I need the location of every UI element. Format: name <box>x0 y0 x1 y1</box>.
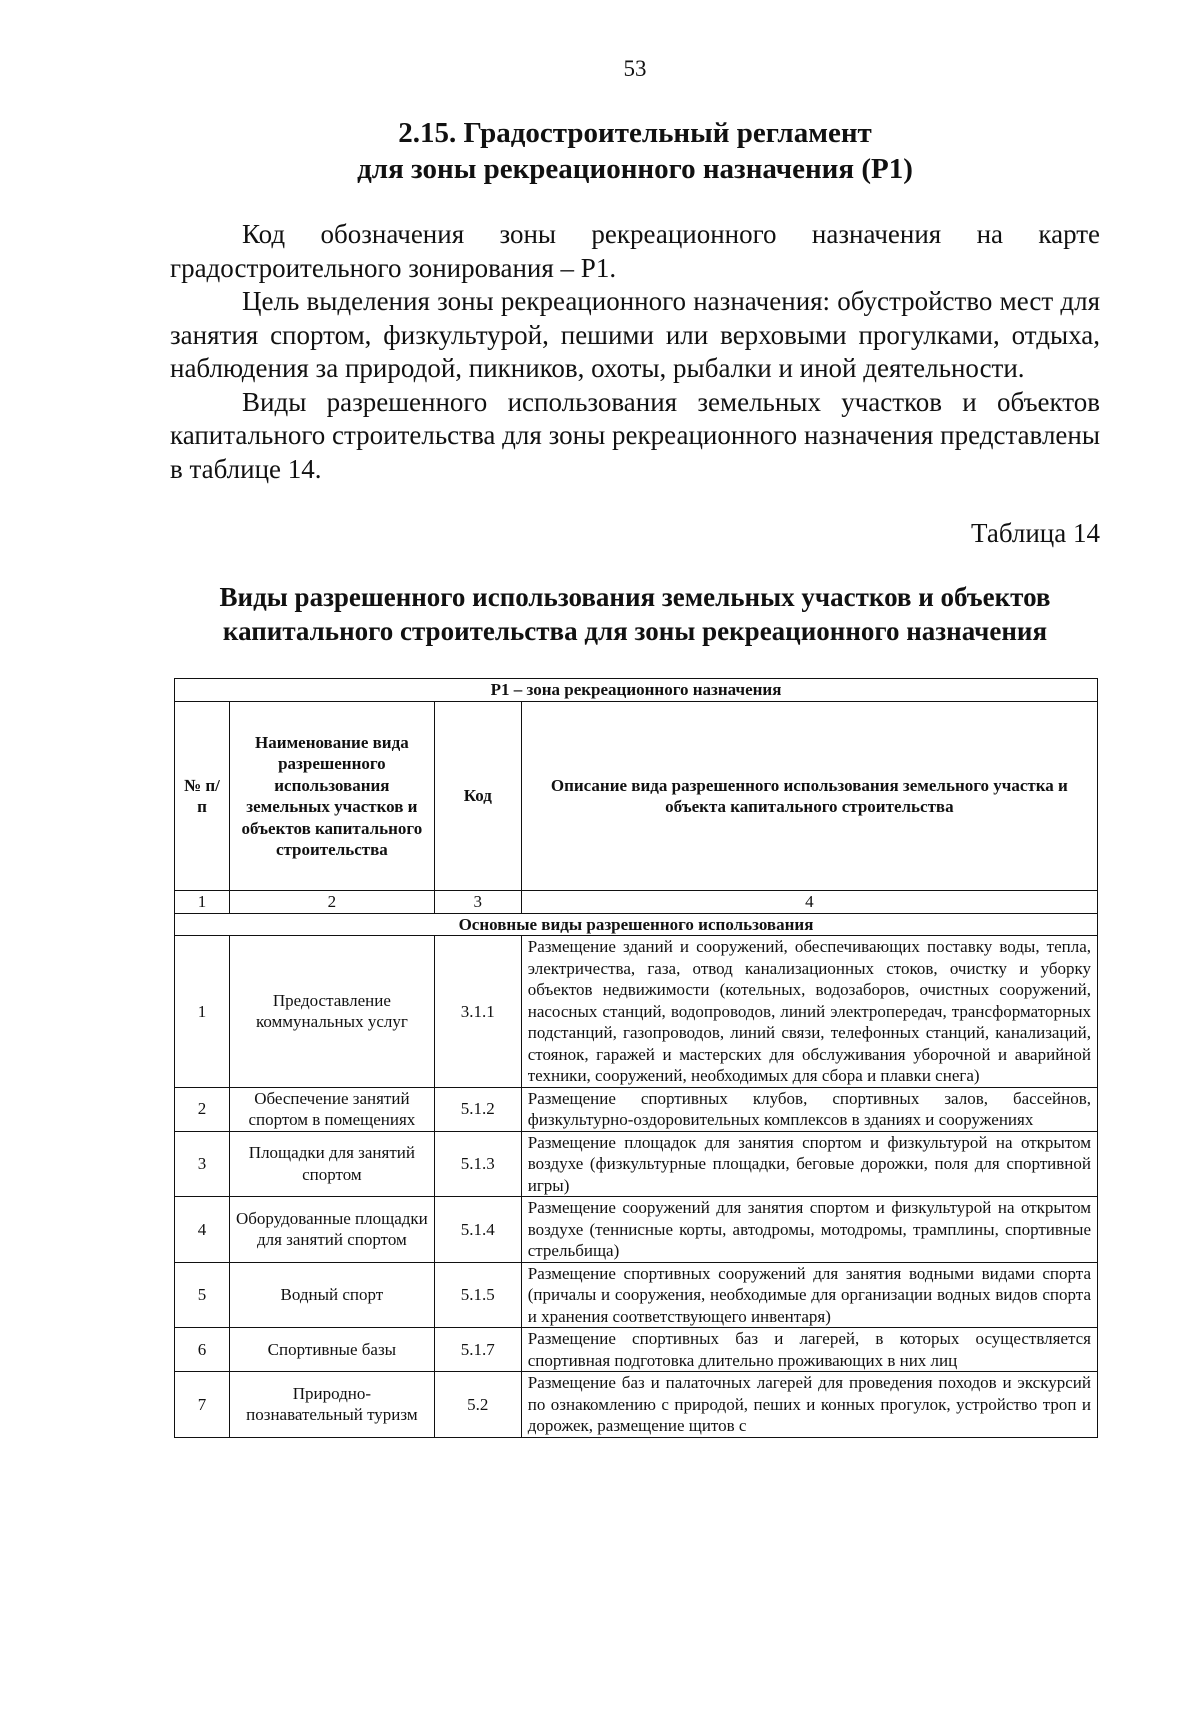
paragraph-zone-code: Код обозначения зоны рекреационного назначения на карте градостроительного зонирования – Р1. <box>170 219 1100 283</box>
row-description: Размещение спортивных клубов, спортивных залов, бассейнов, физкультурно-оздоровительных комплексов в зданиях и сооружениях <box>521 1087 1097 1131</box>
row-num: 6 <box>175 1328 230 1372</box>
row-num: 2 <box>175 1087 230 1131</box>
row-num: 5 <box>175 1262 230 1328</box>
column-header-row <box>175 702 1098 891</box>
row-code: 5.2 <box>434 1372 521 1438</box>
section-title-line-2: для зоны рекреационного назначения (Р1) <box>357 153 913 185</box>
paragraph-table-reference: Виды разрешенного использования земельных участков и объектов капитального строительства для зоны рекреационного назначения представлены в таблице 14. <box>170 386 1100 484</box>
row-description: Размещение спортивных сооружений для занятия водными видами спорта (причалы и сооружения, необходимые для организации водных видов спорта и хранения соответствующего инвентаря) <box>521 1262 1097 1328</box>
table-caption: Таблица 14 <box>971 518 1100 548</box>
table-row <box>175 1087 1098 1131</box>
column-number-row <box>175 891 1098 914</box>
row-name: Обеспечение занятий спортом в помещениях <box>229 1087 434 1131</box>
page-number: 53 <box>623 56 647 81</box>
body-text <box>170 218 1100 486</box>
zone-header: Р1 – зона рекреационного назначения <box>175 679 1098 702</box>
row-code: 5.1.7 <box>434 1328 521 1372</box>
row-description: Размещение баз и палаточных лагерей для проведения походов и экскурсий по ознакомлению с природой, пеших и конных прогулок, устройство троп и дорожек, размещение щитов с <box>521 1372 1097 1438</box>
zone-header-row <box>175 679 1098 702</box>
column-number: 2 <box>229 891 434 914</box>
header-num: № п/п <box>175 702 230 891</box>
row-name: Площадки для занятий спортом <box>229 1131 434 1197</box>
row-code: 3.1.1 <box>434 936 521 1088</box>
land-use-table <box>174 678 1098 1438</box>
row-description: Размещение спортивных баз и лагерей, в которых осуществляется спортивная подготовка длительно проживающих в них лиц <box>521 1328 1097 1372</box>
row-code: 5.1.5 <box>434 1262 521 1328</box>
row-description: Размещение площадок для занятия спортом и физкультурой на открытом воздухе (физкультурные площадки, беговые дорожки, поля для спортивной игры) <box>521 1131 1097 1197</box>
row-description: Размещение зданий и сооружений, обеспечивающих поставку воды, тепла, электричества, газа, отвод канализационных стоков, очистку и уборку объектов недвижимости (котельных, водозаборов, очистных сооружений, насосных станций, водопроводов, линий электропередач, трансформаторных подстанций, газопроводов, линий связи, телефонных станций, канализаций, стоянок, гаражей и мастерских для обслуживания уборочной и аварийной техники, сооружений, необходимых для сбора и плавки снега) <box>521 936 1097 1088</box>
row-name: Спортивные базы <box>229 1328 434 1372</box>
table-row <box>175 1372 1098 1438</box>
table-row <box>175 1262 1098 1328</box>
row-code: 5.1.2 <box>434 1087 521 1131</box>
table-row <box>175 936 1098 1088</box>
paragraph-zone-purpose: Цель выделения зоны рекреационного назначения: обустройство мест для занятия спортом, физкультурой, пешими или верховыми прогулками, отдыха, наблюдения за природой, пикников, охоты, рыбалки и иной деятельности. <box>170 286 1100 383</box>
row-code: 5.1.4 <box>434 1197 521 1263</box>
header-code: Код <box>434 702 521 891</box>
row-num: 1 <box>175 936 230 1088</box>
row-num: 7 <box>175 1372 230 1438</box>
row-name: Оборудованные площадки для занятий спортом <box>229 1197 434 1263</box>
table-title-line-2: капитального строительства для зоны рекреационного назначения <box>222 616 1048 646</box>
table-row <box>175 1197 1098 1263</box>
column-number: 4 <box>521 891 1097 914</box>
table-row <box>175 1131 1098 1197</box>
section-title-line-1: 2.15. Градостроительный регламент <box>398 117 872 149</box>
table-row <box>175 1328 1098 1372</box>
row-num: 4 <box>175 1197 230 1263</box>
row-num: 3 <box>175 1131 230 1197</box>
table-title-line-1: Виды разрешенного использования земельных участков и объектов <box>219 582 1051 612</box>
row-code: 5.1.3 <box>434 1131 521 1197</box>
group-header-row <box>175 913 1098 936</box>
column-number: 1 <box>175 891 230 914</box>
row-name: Предоставление коммунальных услуг <box>229 936 434 1088</box>
group-title: Основные виды разрешенного использования <box>175 913 1098 936</box>
row-name: Природно-познавательный туризм <box>229 1372 434 1438</box>
row-description: Размещение сооружений для занятия спортом и физкультурой на открытом воздухе (теннисные корты, автодромы, мотодромы, трамплины, спортивные стрельбища) <box>521 1197 1097 1263</box>
table-title <box>170 580 1100 648</box>
section-title <box>170 115 1100 187</box>
header-name: Наименование вида разрешенного использования земельных участков и объектов капитального строительства <box>229 702 434 891</box>
row-name: Водный спорт <box>229 1262 434 1328</box>
header-description: Описание вида разрешенного использования земельного участка и объекта капитального строительства <box>521 702 1097 891</box>
column-number: 3 <box>434 891 521 914</box>
